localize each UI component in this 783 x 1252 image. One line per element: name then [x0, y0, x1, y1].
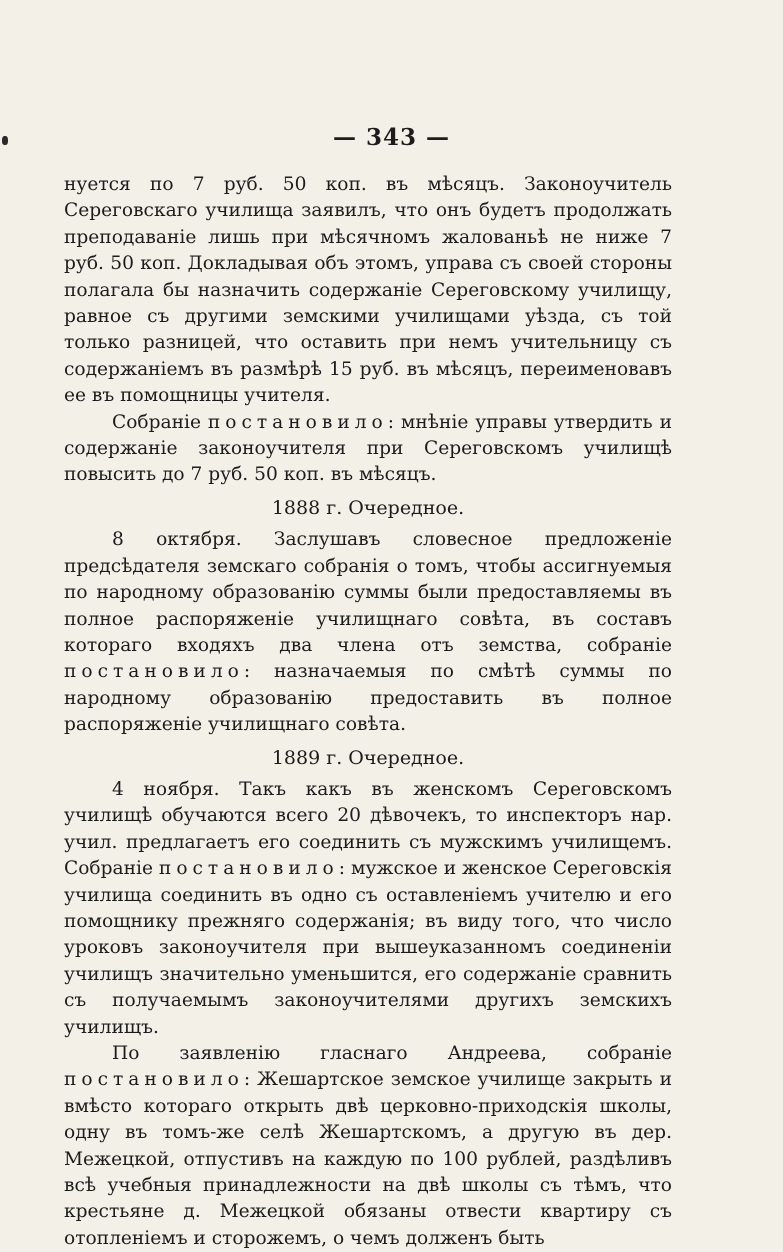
section-heading: 1889 г. Очередное. [271, 746, 465, 769]
spaced-emphasis: постановило [207, 411, 388, 433]
paragraph [64, 527, 672, 738]
body-text [64, 172, 672, 1252]
paragraph [64, 172, 672, 410]
spaced-emphasis: постановило [64, 661, 244, 683]
text-run: : мнѣнiе управы утвердить и содержанiе законоучителя при Сереговскомъ училищѣ повысить до 7 руб. 50 коп. въ мѣсяцъ. [64, 411, 672, 486]
text-run: 4 ноября. Такъ какъ въ женскомъ Сереговскомъ училищѣ обучаются всего 20 дѣвочекъ, то инспекторъ нар. учил. предлагаетъ его соединить съ мужскимъ училищемъ. Собранiе [64, 778, 672, 880]
text-run: нуется по 7 руб. 50 коп. въ мѣсяцъ. Законоучитель Сереговскаго училища заявилъ, что онъ будетъ продолжать преподаванiе лишь при мѣсячномъ жалованьѣ не ниже 7 руб. 50 коп. Докладывая объ этомъ, управа съ своей стороны полагала бы назначить содержанiе Сереговскому училищу, равное съ другими земскими училищами уѣзда, съ той только разницей, что оставить при немъ учительницу съ содержанiемъ въ размѣрѣ 15 руб. въ мѣсяцъ, переименовавъ ее въ помощницы учителя. [64, 174, 672, 407]
text-run: : Жешартское земское училище закрыть и вмѣсто котораго открыть двѣ церковно-приходскiя школы, одну въ томъ-же селѣ Жешартскомъ, а другую въ дер. Межецкой, отпустивъ на каждую по 100 рублей, раздѣливъ всѣ учебныя принадлежности на двѣ школы съ тѣмъ, что крестьяне д. Межецкой обязаны отвести квартиру съ отопленiемъ и сторожемъ, о чемъ долженъ быть [64, 1069, 672, 1249]
section-heading: 1888 г. Очередное. [271, 496, 465, 519]
text-run: 8 октября. Заслушавъ словесное предложенiе предсѣдателя земскаго собранiя о томъ, чтобы ассигнуемыя по народному образованiю суммы были предоставляемы въ полное распоряженiе училищнаго совѣта, въ составъ котораго входяхъ два члена отъ земства, собранiе [64, 529, 672, 656]
text-run: По заявленiю гласнаго Андреева, собранiе [112, 1043, 672, 1064]
text-run: Собранiе [112, 411, 208, 433]
spaced-emphasis: постановило [158, 858, 339, 880]
paragraph [64, 777, 672, 1041]
text-run: : мужское и женское Сереговскiя училища соединить въ одно съ оставленiемъ учителю и его помощнику прежняго содержанiя; въ виду того, что число уроковъ законоучителя при вышеуказанномъ соединенiи училищъ значительно уменьшится, его содержанiе сравнить съ получаемымъ законоучителями другихъ земскихъ училищъ. [64, 858, 673, 1038]
paragraph [64, 1041, 672, 1252]
paragraph [64, 410, 672, 489]
text-run: : назначаемыя по смѣтѣ суммы по народному образованiю предоставить въ полное распоряженiе училищнаго совѣта. [64, 661, 672, 736]
page-number: — 343 — [332, 124, 451, 151]
spaced-emphasis: постановило [64, 1069, 244, 1091]
